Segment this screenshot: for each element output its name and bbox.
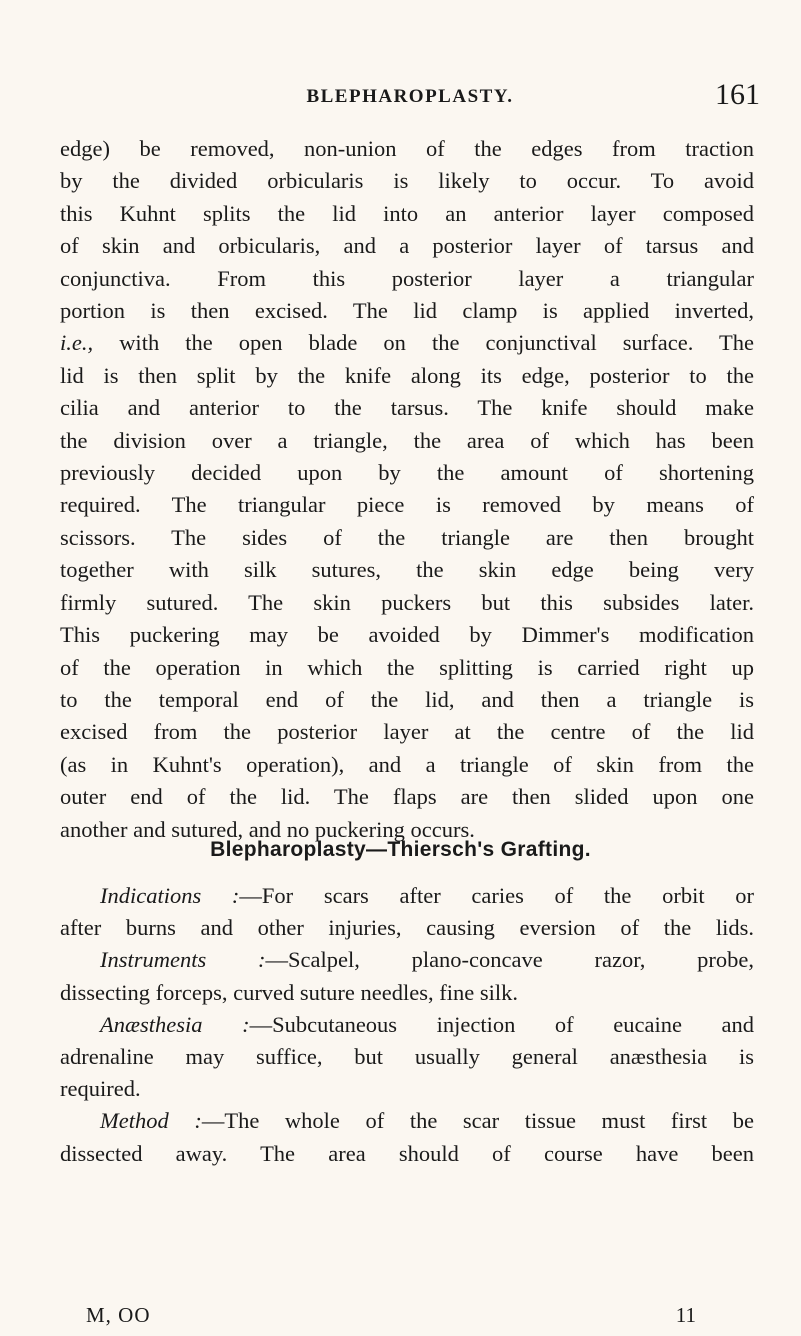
running-head: [60, 78, 760, 112]
method-label: Method :: [100, 1108, 202, 1134]
text-line: portion is then excised. The lid clamp is applied inverted,: [60, 298, 754, 324]
text-line: [60, 327, 754, 359]
text-line: of skin and orbicularis, and a posterior layer of tarsus and: [60, 233, 754, 259]
text-line: This puckering may be avoided by Dimmer's modification: [60, 622, 754, 648]
method-text: —The whole of the scar tissue must first be: [201, 1108, 754, 1134]
page-footer: [86, 1303, 696, 1331]
text-line: dissected away. The area should of course have been: [60, 1140, 754, 1166]
instruments-text: —Scalpel, plano-concave razor, probe,: [265, 947, 754, 973]
text-line: outer end of the lid. The flaps are then slided upon one: [60, 784, 754, 810]
indications-text: —For scars after caries of the orbit or: [239, 883, 754, 908]
text-line: the division over a triangle, the area of which has been: [60, 427, 754, 453]
text-line: dissecting forceps, curved suture needles, fine silk.: [60, 979, 518, 1005]
text-line: after burns and other injuries, causing eversion of the lids.: [60, 915, 754, 941]
page-number: 161: [715, 78, 760, 111]
text-line: together with silk sutures, the skin edge being very: [60, 557, 754, 583]
text-line: lid is then split by the knife along its edge, posterior to the: [60, 362, 754, 388]
indications-line: [60, 880, 754, 912]
section-heading: Blepharoplasty—Thiersch's Grafting.: [210, 838, 591, 861]
anaesthesia-line: [60, 1009, 754, 1041]
text-line: cilia and anterior to the tarsus. The knife should make: [60, 395, 754, 421]
text-line: to the temporal end of the lid, and then a triangle is: [60, 686, 754, 712]
indications-label: Indications :: [100, 883, 240, 908]
text-line: previously decided upon by the amount of shortening: [60, 460, 754, 486]
instruments-line: [60, 944, 754, 976]
text-line: conjunctiva. From this posterior layer a triangular: [60, 265, 754, 291]
text-line-rest: with the open blade on the conjunctival surface. The: [93, 330, 754, 356]
text-line: excised from the posterior layer at the centre of the lid: [60, 719, 754, 745]
section-body: [60, 880, 754, 1170]
anaesthesia-label: Anæsthesia :: [100, 1011, 250, 1037]
method-line: [60, 1105, 754, 1137]
body-paragraph: [60, 133, 754, 846]
signature-mark: M, OO: [86, 1303, 151, 1327]
text-line: adrenaline may suffice, but usually general anæsthesia is: [60, 1044, 754, 1070]
text-line: edge) be removed, non-union of the edges from traction: [60, 136, 754, 161]
text-line: this Kuhnt splits the lid into an anterior layer composed: [60, 200, 754, 226]
anaesthesia-text: —Subcutaneous injection of eucaine and: [249, 1011, 755, 1037]
text-line: of the operation in which the splitting is carried right up: [60, 654, 754, 680]
text-line: (as in Kuhnt's operation), and a triangle of skin from the: [60, 751, 754, 777]
instruments-label: Instruments :: [100, 947, 266, 973]
text-line: another and sutured, and no puckering occurs.: [60, 816, 475, 842]
running-title: BLEPHAROPLASTY.: [306, 86, 514, 107]
text-line: by the divided orbicularis is likely to occur. To avoid: [60, 168, 754, 194]
text-line: required. The triangular piece is removed by means of: [60, 492, 754, 518]
text-line: firmly sutured. The skin puckers but this subsides later.: [60, 589, 754, 615]
sheet-number: 11: [675, 1303, 696, 1327]
text-line: scissors. The sides of the triangle are then brought: [60, 524, 754, 550]
italic-abbreviation: i.e.,: [60, 330, 94, 356]
text-line: required.: [60, 1076, 141, 1102]
